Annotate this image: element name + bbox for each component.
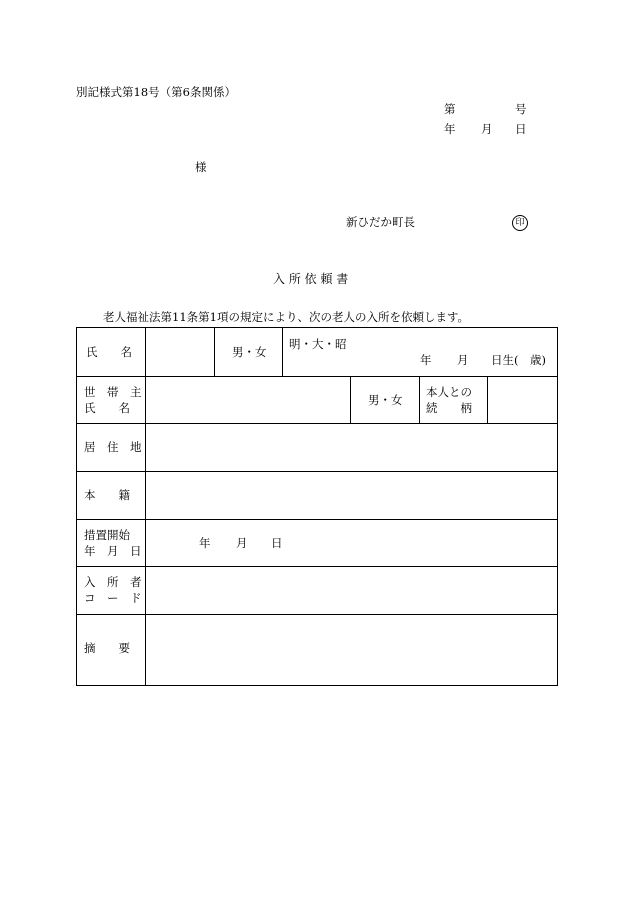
birth-year-label: 年	[420, 353, 432, 367]
admittee-code-label-line1: 入 所 者	[84, 575, 142, 589]
birth-month-label: 月	[457, 353, 469, 367]
row-divider	[77, 519, 557, 520]
issue-date-year: 年	[444, 122, 456, 136]
issue-date-day: 日	[515, 122, 527, 136]
residence-field[interactable]	[146, 424, 557, 471]
start-date-label-line1: 措置開始	[84, 528, 130, 542]
issuer-name: 新ひだか町長	[346, 215, 415, 229]
sex-choice[interactable]: 男・女	[232, 345, 267, 359]
col-divider	[419, 376, 420, 423]
col-divider	[350, 376, 351, 423]
name-label: 氏 名	[86, 345, 132, 359]
domicile-field[interactable]	[146, 472, 557, 519]
remarks-field[interactable]	[146, 615, 557, 685]
col-divider	[214, 328, 215, 376]
start-date-year: 年	[199, 536, 211, 550]
start-date-month: 月	[236, 536, 248, 550]
name-field[interactable]	[146, 328, 214, 376]
householder-name-field[interactable]	[146, 377, 350, 423]
doc-number-prefix: 第	[444, 102, 456, 116]
start-date-day: 日	[271, 536, 283, 550]
relation-label-line2: 続 柄	[426, 401, 472, 415]
col-divider	[282, 328, 283, 376]
householder-sex-choice[interactable]: 男・女	[368, 393, 403, 407]
request-form-table	[76, 327, 558, 686]
era-choice[interactable]: 明・大・昭	[289, 337, 347, 351]
intro-text: 老人福祉法第11条第1項の規定により、次の老人の入所を依頼します。	[103, 310, 470, 324]
addressee-suffix: 様	[195, 160, 207, 174]
document-title: 入 所 依 頼 書	[273, 272, 349, 286]
start-date-label-line2: 年 月 日	[84, 544, 142, 558]
relation-field[interactable]	[488, 377, 557, 423]
householder-label-line1: 世 帯 主	[84, 385, 142, 399]
residence-label: 居 住 地	[84, 440, 142, 454]
birth-day-age-label: 日生( 歳)	[491, 353, 546, 367]
admittee-code-label-line2: コ ー ド	[84, 591, 142, 605]
doc-number-suffix: 号	[515, 102, 527, 116]
householder-label-line2: 氏 名	[84, 401, 130, 415]
relation-label-line1: 本人との	[426, 385, 472, 399]
form-code: 別記様式第18号（第6条関係）	[76, 85, 236, 99]
seal-mark: 印	[512, 215, 528, 231]
issue-date-month: 月	[481, 122, 493, 136]
admittee-code-field[interactable]	[146, 567, 557, 614]
domicile-label: 本 籍	[84, 488, 130, 502]
remarks-label: 摘 要	[84, 641, 130, 655]
